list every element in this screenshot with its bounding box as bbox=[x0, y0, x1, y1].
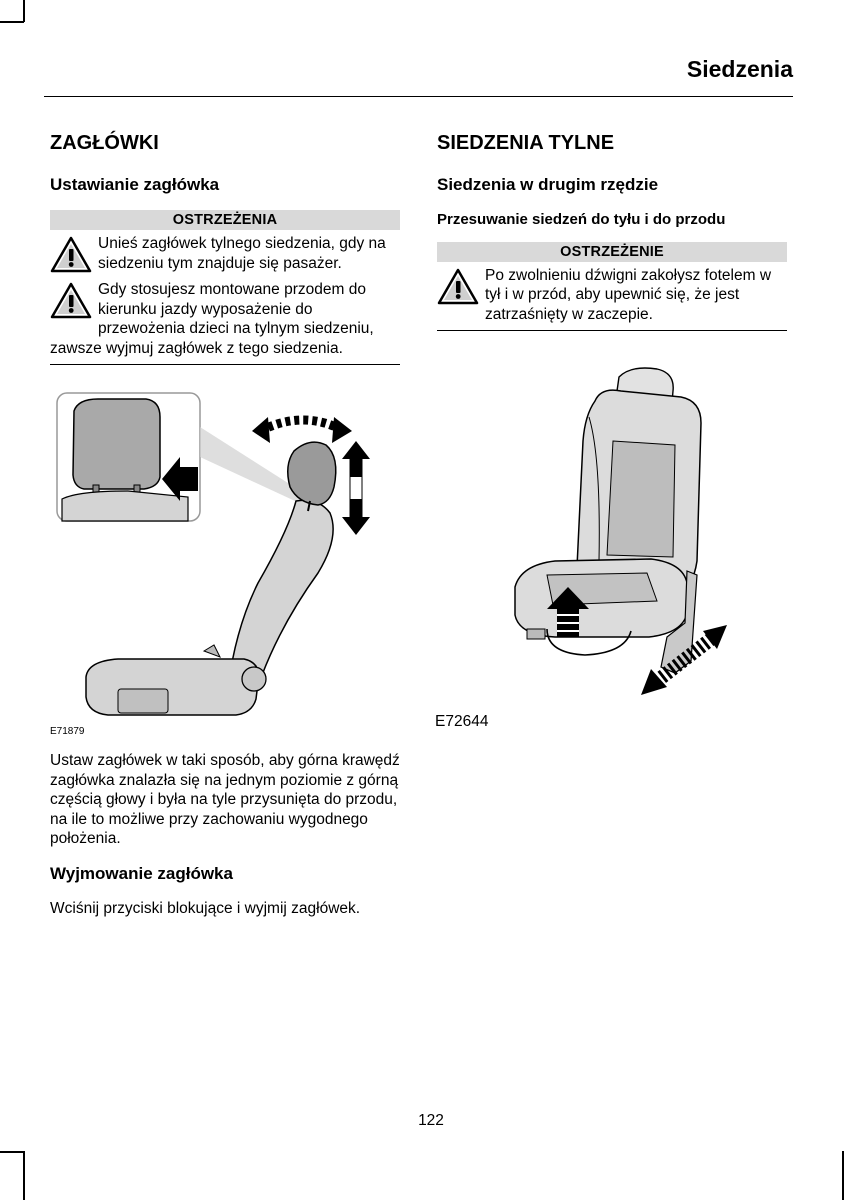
warnings-end-rule bbox=[50, 364, 400, 365]
warnings-box bbox=[50, 210, 400, 365]
headrest-seat-illustration bbox=[48, 387, 400, 739]
warning-triangle-icon bbox=[50, 236, 92, 274]
section-heading-rear-seats: SIEDZENIA TYLNE bbox=[437, 132, 615, 154]
crop-mark bbox=[842, 1151, 844, 1200]
warning-box bbox=[437, 242, 787, 332]
page-number: 122 bbox=[418, 1112, 444, 1129]
subheading-adjusting-headrest: Ustawianie zagłówka bbox=[50, 175, 220, 194]
header-divider bbox=[44, 96, 793, 97]
figure-headrest-adjustment bbox=[48, 387, 400, 739]
headrest-remove-paragraph: Wciśnij przyciski blokujące i wyjmij zagłówek. bbox=[50, 899, 361, 917]
warning-title: OSTRZEŻENIE bbox=[437, 242, 787, 262]
warning-triangle-icon bbox=[437, 268, 479, 306]
figure-code: E72644 bbox=[435, 713, 489, 731]
left-column bbox=[50, 130, 400, 932]
subheading-sliding-seats: Przesuwanie siedzeń do tyłu i do przodu bbox=[437, 211, 726, 229]
warning-text: Po zwolnieniu dźwigni zakołysz fotelem w tył i w przód, aby upewnić się, że jest zatrzaśnięty w zaczepie. bbox=[485, 266, 772, 323]
figure-rear-seat-slide bbox=[435, 361, 787, 731]
warnings-title: OSTRZEŻENIA bbox=[50, 210, 400, 230]
section-heading-headrests: ZAGŁÓWKI bbox=[50, 132, 159, 154]
crop-mark bbox=[23, 0, 25, 22]
warning-text: Unieś zagłówek tylnego siedzenia, gdy na siedzeniu tym znajduje się pasażer. bbox=[98, 235, 386, 272]
warning-item bbox=[50, 234, 400, 274]
figure-code: E71879 bbox=[50, 726, 85, 738]
crop-mark bbox=[0, 1151, 24, 1153]
right-column bbox=[437, 130, 787, 731]
rear-seat-illustration bbox=[435, 361, 787, 701]
warning-end-rule bbox=[437, 330, 787, 331]
crop-mark bbox=[23, 1151, 25, 1200]
subheading-removing-headrest: Wyjmowanie zagłówka bbox=[50, 863, 233, 883]
warning-text: Gdy stosujesz montowane przodem do kierunku jazdy wyposażenie do przewożenia dzieci na tylnym siedzeniu, zawsze wyjmuj zagłówek z tego siedzenia. bbox=[50, 281, 374, 357]
subheading-second-row: Siedzenia w drugim rzędzie bbox=[437, 175, 659, 194]
warning-triangle-icon bbox=[50, 282, 92, 320]
headrest-adjust-paragraph: Ustaw zagłówek w taki sposób, aby górna krawędź zagłówka znalazła się na jednym poziomie z górną częścią głowy i była na tyle przysunięta do przodu, na ile to możliwe przy zachowaniu wygodnego położenia. bbox=[50, 752, 400, 848]
warning-item bbox=[437, 266, 787, 325]
crop-mark bbox=[0, 21, 24, 23]
warning-item bbox=[50, 280, 400, 358]
page-title: Siedzenia bbox=[686, 56, 793, 82]
